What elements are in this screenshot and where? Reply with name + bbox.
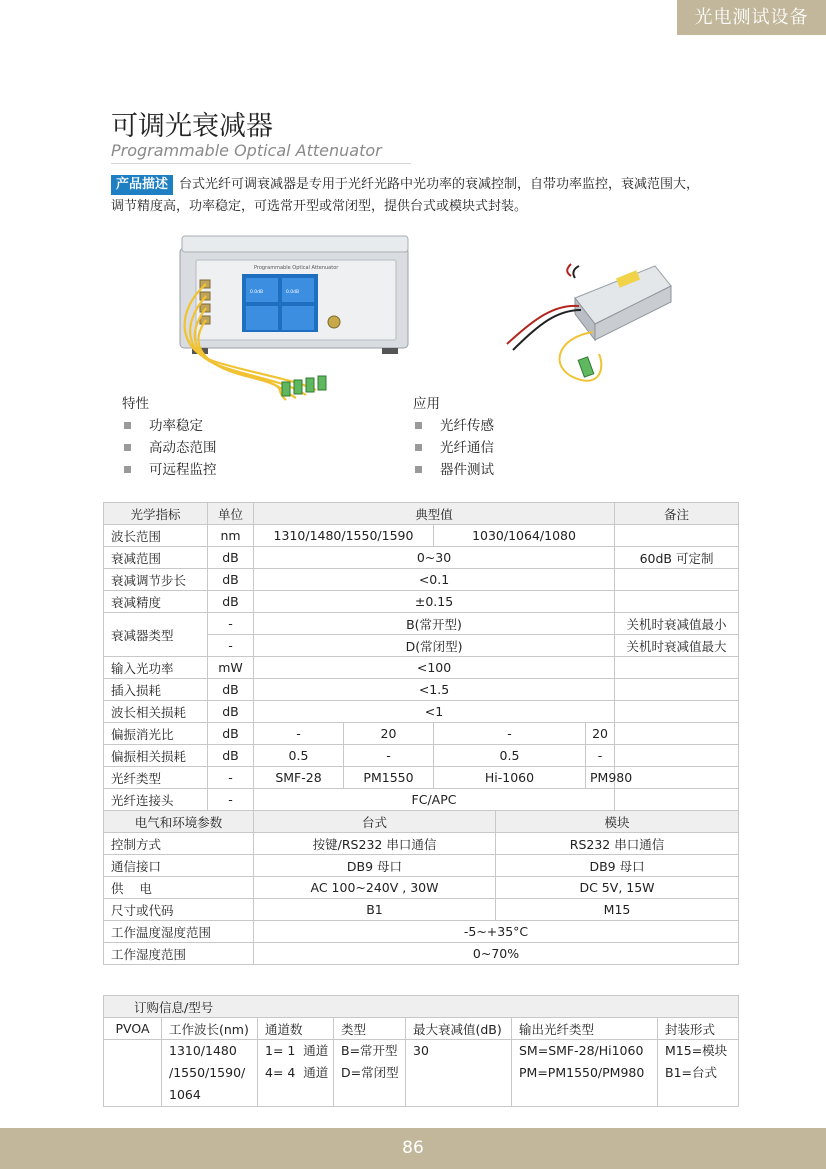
table-cell: D(常闭型) <box>254 635 615 657</box>
table-cell: M15 <box>496 899 739 921</box>
table-cell: 0.5 <box>254 745 344 767</box>
table-cell: dB <box>208 723 254 745</box>
table-cell: FC/APC <box>254 789 615 811</box>
category-tab: 光电测试设备 <box>677 0 826 35</box>
table-cell: 模块 <box>496 811 739 833</box>
table-cell: -5~+35°C <box>254 921 739 943</box>
table-row <box>104 613 739 635</box>
table-cell: - <box>586 745 615 767</box>
table-cell <box>615 767 739 789</box>
feature-item: 功率稳定 <box>122 415 217 437</box>
table-cell: 1030/1064/1080 <box>434 525 615 547</box>
table-cell: - <box>208 767 254 789</box>
feature-item: 高动态范围 <box>122 437 217 459</box>
table-cell: 60dB 可定制 <box>615 547 739 569</box>
table-row <box>104 921 739 943</box>
table-row <box>104 996 739 1018</box>
table-cell: - <box>434 723 586 745</box>
applications-heading: 应用 <box>413 396 440 412</box>
table-cell: 通信接口 <box>104 855 254 877</box>
device-readout-2: 0.0dB <box>286 290 300 295</box>
product-description <box>111 174 711 218</box>
table-row <box>104 745 739 767</box>
table-cell: Hi-1060 <box>434 767 586 789</box>
description-text: 台式光纤可调衰减器是专用于光纤光路中光功率的衰减控制，自带功率监控，衰减范围大，调节精度高，功率稳定，可选常开型或常闭型，提供台式或模块式封装。 <box>111 177 700 214</box>
table-cell: <1 <box>254 701 615 723</box>
features-heading: 特性 <box>122 396 149 412</box>
table-cell: 衰减精度 <box>104 591 208 613</box>
device-readout-1: 0.0dB <box>250 290 264 295</box>
applications-list <box>413 393 494 481</box>
table-cell: 光纤类型 <box>104 767 208 789</box>
table-cell <box>615 679 739 701</box>
table-row <box>104 569 739 591</box>
bullet-square-icon <box>124 444 131 451</box>
application-item: 光纤传感 <box>413 415 494 437</box>
table-cell: 台式 <box>254 811 496 833</box>
table-cell: - <box>208 789 254 811</box>
table-row <box>104 679 739 701</box>
table-cell: SMF-28 <box>254 767 344 789</box>
description-tag: 产品描述 <box>111 175 173 195</box>
table-row <box>104 877 739 899</box>
table-cell: 通道数 <box>258 1018 334 1040</box>
table-row <box>104 1018 739 1040</box>
table-cell <box>615 789 739 811</box>
table-cell: <1.5 <box>254 679 615 701</box>
table-row <box>104 547 739 569</box>
table-cell: 关机时衰减值最大 <box>615 635 739 657</box>
table-cell: 0.5 <box>434 745 586 767</box>
table-cell: nm <box>208 525 254 547</box>
table-cell: AC 100~240V , 30W <box>254 877 496 899</box>
table-row <box>104 723 739 745</box>
table-cell: PM1550 <box>344 767 434 789</box>
bullet-square-icon <box>415 444 422 451</box>
table-cell: 插入损耗 <box>104 679 208 701</box>
table-cell <box>615 525 739 547</box>
table-cell: RS232 串口通信 <box>496 833 739 855</box>
table-cell: 0~30 <box>254 547 615 569</box>
table-cell: 光纤连接头 <box>104 789 208 811</box>
table-row <box>104 789 739 811</box>
table-cell: 单位 <box>208 503 254 525</box>
table-row <box>104 525 739 547</box>
table-cell <box>615 657 739 679</box>
application-item: 光纤通信 <box>413 437 494 459</box>
table-cell: 典型值 <box>254 503 615 525</box>
table-row <box>104 899 739 921</box>
table-row <box>104 1040 739 1107</box>
table-cell: 封装形式 <box>658 1018 739 1040</box>
table-cell: dB <box>208 591 254 613</box>
benchtop-device-image <box>176 230 416 405</box>
table-row <box>104 701 739 723</box>
table-cell: - <box>208 613 254 635</box>
table-cell <box>615 701 739 723</box>
table-cell: - <box>254 723 344 745</box>
table-cell: 1310/1480 /1550/1590/ 1064 <box>162 1040 258 1107</box>
table-cell: 光学指标 <box>104 503 208 525</box>
table-cell: 波长范围 <box>104 525 208 547</box>
table-cell: 1310/1480/1550/1590 <box>254 525 434 547</box>
table-cell: 20 <box>586 723 615 745</box>
table-row <box>104 943 739 965</box>
table-cell: 工作湿度范围 <box>104 943 254 965</box>
table-cell: - <box>344 745 434 767</box>
table-cell: B1 <box>254 899 496 921</box>
table-cell: 衰减范围 <box>104 547 208 569</box>
table-cell: dB <box>208 701 254 723</box>
table-cell: 工作波长(nm) <box>162 1018 258 1040</box>
table-row <box>104 503 739 525</box>
table-cell: 偏振消光比 <box>104 723 208 745</box>
table-cell: 30 <box>406 1040 512 1107</box>
table-row <box>104 833 739 855</box>
table-cell: SM=SMF-28/Hi1060 PM=PM1550/PM980 <box>512 1040 658 1107</box>
table-cell: dB <box>208 547 254 569</box>
table-row <box>104 855 739 877</box>
table-cell <box>615 745 739 767</box>
table-cell: dB <box>208 679 254 701</box>
table-cell <box>615 569 739 591</box>
table-cell <box>615 591 739 613</box>
table-cell <box>615 723 739 745</box>
table-cell: 关机时衰减值最小 <box>615 613 739 635</box>
table-cell: 波长相关损耗 <box>104 701 208 723</box>
device-panel-label: Programmable Optical Attenuator <box>254 265 339 271</box>
table-cell: 0~70% <box>254 943 739 965</box>
table-cell: 衰减调节步长 <box>104 569 208 591</box>
table-cell: 尺寸或代码 <box>104 899 254 921</box>
table-cell: 类型 <box>334 1018 406 1040</box>
table-cell: PM980 <box>586 767 615 789</box>
table-cell: 按键/RS232 串口通信 <box>254 833 496 855</box>
module-device-image <box>495 258 675 403</box>
table-cell: 1= 1 通道 4= 4 通道 <box>258 1040 334 1107</box>
bullet-square-icon <box>124 422 131 429</box>
table-cell: mW <box>208 657 254 679</box>
table-cell: DB9 母口 <box>254 855 496 877</box>
table-row <box>104 591 739 613</box>
bullet-square-icon <box>415 466 422 473</box>
table-cell: B(常开型) <box>254 613 615 635</box>
table-cell: DC 5V, 15W <box>496 877 739 899</box>
bullet-square-icon <box>124 466 131 473</box>
page-number: 86 <box>402 1138 424 1158</box>
table-cell: B=常开型 D=常闭型 <box>334 1040 406 1107</box>
table-row <box>104 767 739 789</box>
application-item: 器件测试 <box>413 459 494 481</box>
table-cell: 偏振相关损耗 <box>104 745 208 767</box>
table-cell: 工作温度湿度范围 <box>104 921 254 943</box>
page-title: 可调光衰减器 <box>111 111 273 142</box>
bullet-square-icon <box>415 422 422 429</box>
table-cell: 衰减器类型 <box>104 613 208 657</box>
page-footer <box>0 1128 826 1169</box>
table-cell: 备注 <box>615 503 739 525</box>
ordering-table <box>103 995 739 1107</box>
table-cell: ±0.15 <box>254 591 615 613</box>
table-row <box>104 657 739 679</box>
table-cell: 电气和环境参数 <box>104 811 254 833</box>
title-divider <box>111 163 411 164</box>
table-cell: 控制方式 <box>104 833 254 855</box>
table-cell: <100 <box>254 657 615 679</box>
features-list <box>122 393 217 481</box>
table-cell <box>104 1040 162 1107</box>
feature-item: 可远程监控 <box>122 459 217 481</box>
table-cell: 20 <box>344 723 434 745</box>
table-cell: - <box>208 635 254 657</box>
table-cell: 输入光功率 <box>104 657 208 679</box>
table-cell: PVOA <box>104 1018 162 1040</box>
table-cell: dB <box>208 569 254 591</box>
table-cell: M15=模块 B1=台式 <box>658 1040 739 1107</box>
page-subtitle: Programmable Optical Attenuator <box>111 141 382 160</box>
table-cell: <0.1 <box>254 569 615 591</box>
table-cell: DB9 母口 <box>496 855 739 877</box>
table-cell: 供 电 <box>104 877 254 899</box>
table-row <box>104 811 739 833</box>
table-cell: 输出光纤类型 <box>512 1018 658 1040</box>
spec-table <box>103 502 739 965</box>
ordering-title: 订购信息/型号 <box>104 996 739 1018</box>
table-cell: 最大衰减值(dB) <box>406 1018 512 1040</box>
table-cell: dB <box>208 745 254 767</box>
